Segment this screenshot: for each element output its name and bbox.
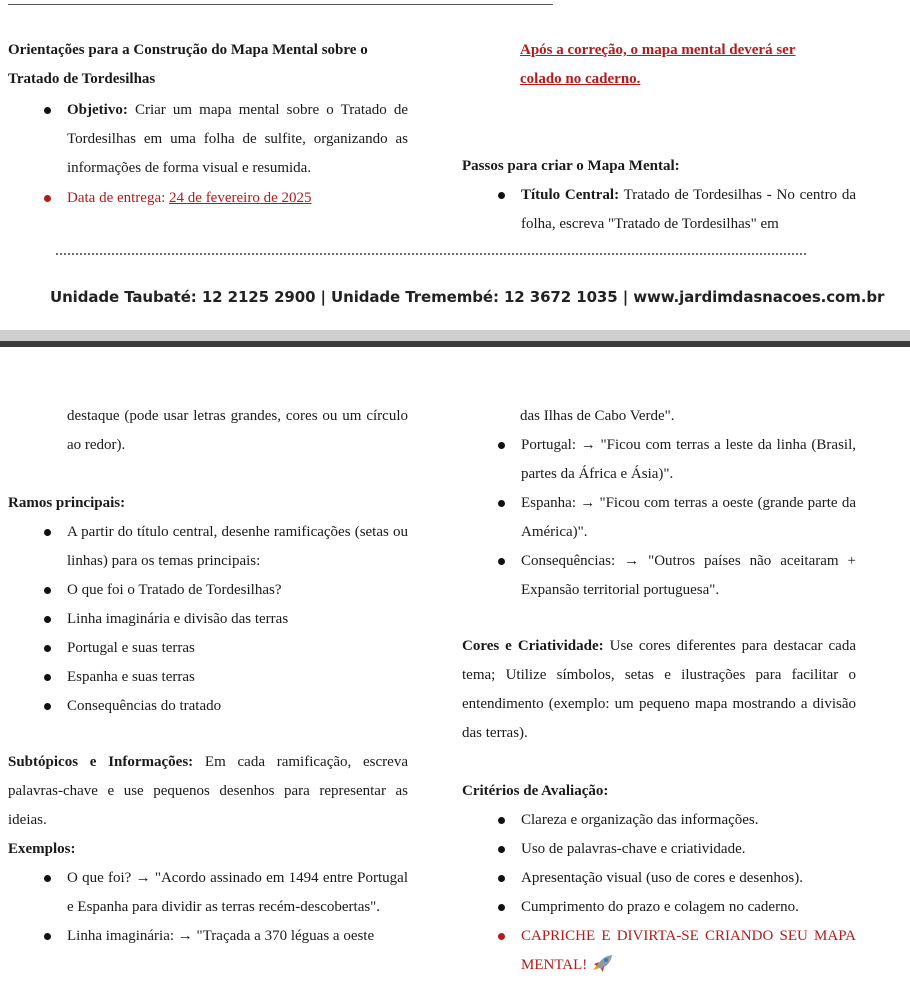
- closing-message: CAPRICHE E DIVIRTA-SE CRIANDO SEU MAPA MENTAL!: [521, 928, 856, 973]
- creativity-paragraph: [462, 632, 856, 748]
- example-item: Portugal: → "Ficou com terras a leste da linha (Brasil, partes da África e Ásia)".: [462, 431, 856, 489]
- page1-right-column: [462, 36, 856, 239]
- notice-line2: colado no caderno.: [520, 71, 641, 87]
- doc-title-line2: Tratado de Tordesilhas: [8, 71, 156, 87]
- example-item: Consequências: → "Outros países não aceitaram + Expansão territorial portuguesa".: [462, 547, 856, 605]
- examples-heading: Exemplos:: [8, 841, 76, 857]
- criteria-item: Cumprimento do prazo e colagem no caderno.: [462, 893, 856, 922]
- notice-line1: Após a correção, o mapa mental deverá ser: [520, 42, 796, 58]
- criteria-heading: Critérios de Avaliação:: [462, 783, 609, 799]
- branch-item: Linha imaginária e divisão das terras: [8, 605, 408, 634]
- cabo-verde-continuation: das Ilhas de Cabo Verde".: [520, 408, 675, 424]
- examples-continued-list: [462, 431, 856, 605]
- subtopics-text: Em cada ramificação, escreva palavras-chave e use pequenos desenhos para representar as ideias.: [8, 754, 408, 828]
- objective-text: Criar um mapa mental sobre o Tratado de Tordesilhas em uma folha de sulfite, organizando as informações de forma visual e resumida.: [67, 102, 408, 176]
- steps-list: [462, 181, 856, 239]
- top-divider: [8, 4, 553, 5]
- objective-item: [8, 96, 408, 183]
- example-item: O que foi? → "Acordo assinado em 1494 entre Portugal e Espanha para dividir as terras recém-descobertas".: [8, 864, 408, 922]
- notice: [462, 36, 856, 94]
- due-date-item: [8, 184, 408, 213]
- objective-list: [8, 96, 408, 213]
- closing-message-item: [462, 922, 856, 980]
- page-break-band-dark: [0, 341, 910, 347]
- footer-contact: Unidade Taubaté: 12 2125 2900 | Unidade Tremembé: 12 3672 1035 | www.jardimdasnacoes.com.br: [50, 288, 885, 306]
- highlight-continuation: destaque (pode usar letras grandes, cores ou um círculo ao redor).: [67, 408, 408, 453]
- branch-item: Consequências do tratado: [8, 692, 408, 721]
- page2-left-column: [8, 402, 408, 951]
- branch-item: O que foi o Tratado de Tordesilhas?: [8, 576, 408, 605]
- criteria-item: Apresentação visual (uso de cores e desenhos).: [462, 864, 856, 893]
- criteria-item: Uso de palavras-chave e criatividade.: [462, 835, 856, 864]
- subtopics-paragraph: [8, 748, 408, 835]
- main-branches-list: [8, 518, 408, 721]
- subtopics-label: Subtópicos e Informações:: [8, 754, 194, 770]
- criteria-item: Clareza e organização das informações.: [462, 806, 856, 835]
- main-branches-heading: Ramos principais:: [8, 495, 126, 511]
- steps-heading: Passos para criar o Mapa Mental:: [462, 158, 680, 174]
- branch-item: Espanha e suas terras: [8, 663, 408, 692]
- example-item: Linha imaginária: → "Traçada a 370 léguas a oeste: [8, 922, 408, 951]
- creativity-label: Cores e Criatividade:: [462, 638, 604, 654]
- footer-dotted-rule: [56, 253, 806, 255]
- central-title-label: Título Central:: [521, 187, 620, 203]
- criteria-list: [462, 806, 856, 980]
- objective-label: Objetivo:: [67, 102, 128, 118]
- creativity-text: Use cores diferentes para destacar cada tema; Utilize símbolos, setas e ilustrações para facilitar o entendimento (exemplo: um pequeno mapa mostrando a divisão das terras).: [462, 638, 856, 741]
- examples-list: [8, 864, 408, 951]
- page2-right-column: [462, 402, 856, 980]
- doc-title-line1: Orientações para a Construção do Mapa Mental sobre o: [8, 42, 368, 58]
- page-break-band-light: [0, 330, 910, 341]
- due-date-value: 24 de fevereiro de 2025: [169, 190, 312, 206]
- doc-title: [8, 36, 408, 94]
- central-title-item: [462, 181, 856, 239]
- page1-left-column: [8, 36, 408, 213]
- central-title-text: Tratado de Tordesilhas - No centro da folha, escreva "Tratado de Tordesilhas" em: [521, 187, 856, 232]
- due-date-label: Data de entrega:: [67, 190, 166, 206]
- example-item: Espanha: → "Ficou com terras a oeste (grande parte da América)".: [462, 489, 856, 547]
- branch-item: Portugal e suas terras: [8, 634, 408, 663]
- branch-item: A partir do título central, desenhe ramificações (setas ou linhas) para os temas principais:: [8, 518, 408, 576]
- rocket-icon: [591, 954, 613, 972]
